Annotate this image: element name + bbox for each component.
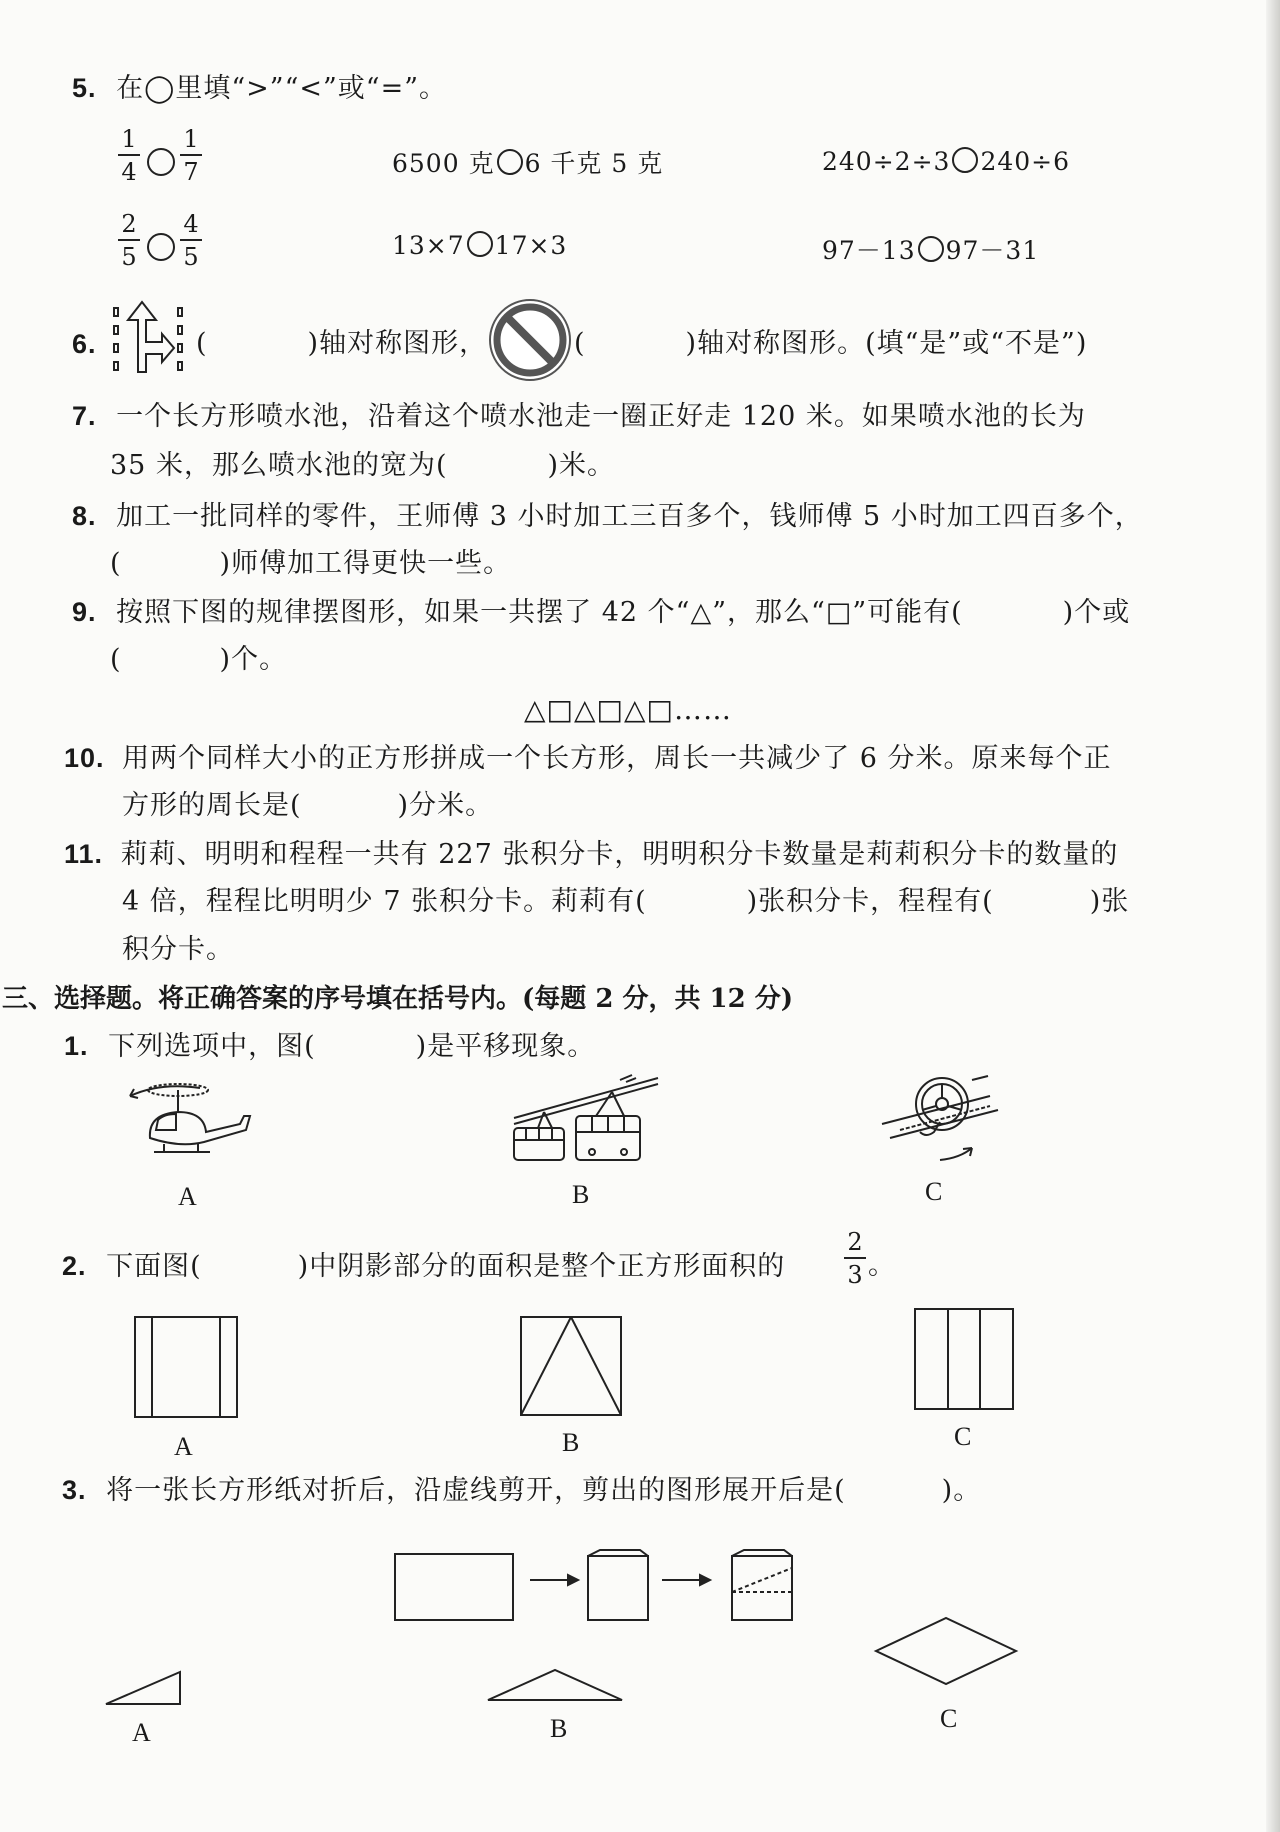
option-label: A: [174, 1432, 193, 1461]
question-text: 将一张长方形纸对折后，沿虚线剪开，剪出的图形展开后是(: [106, 1475, 846, 1506]
compare-left: 6500 克: [392, 149, 495, 178]
question-number: 8.: [72, 501, 97, 531]
question-text: )中阴影部分的面积是整个正方形面积的: [297, 1251, 786, 1282]
fraction: [118, 212, 140, 269]
triangle-option-b: [486, 1668, 624, 1702]
question-11-line2: [122, 884, 1129, 920]
compare-circle[interactable]: [497, 149, 523, 175]
question-text: )张: [1089, 886, 1130, 917]
question-text: 下面图(: [106, 1251, 202, 1282]
section-title: 三、选择题。将正确答案的序号填在括号内。(每题 2 分，共 12 分): [2, 984, 794, 1014]
compare-item: [822, 231, 1039, 267]
compare-item: [822, 147, 1070, 176]
question-number: 3.: [62, 1475, 87, 1505]
question-number: 7.: [72, 401, 97, 431]
q6-text: )轴对称图形，: [307, 328, 488, 359]
compare-right: 240÷6: [980, 147, 1071, 176]
denominator: 4: [121, 158, 137, 186]
q6-text: )轴对称图形。(填“是”或“不是”): [685, 328, 1088, 359]
question-text: 按照下图的规律摆图形，如果一共摆了 42 个“△”，那么“□”可能有(: [116, 597, 963, 628]
option-label: C: [925, 1177, 943, 1206]
period: 。: [868, 1250, 896, 1281]
compare-left: 13×7: [392, 231, 465, 260]
paper-rect: [395, 1554, 513, 1620]
question-11: [64, 836, 1118, 873]
denominator: 5: [121, 243, 137, 271]
question-7: [72, 398, 1086, 435]
rhombus-option-c: [874, 1616, 1018, 1686]
question-text: 下列选项中，图(: [108, 1031, 316, 1062]
question-text: )是平移现象。: [415, 1031, 596, 1062]
numerator: 2: [121, 210, 137, 238]
question-number: 5.: [72, 73, 97, 103]
fraction: [844, 1230, 866, 1287]
paren-open: (: [574, 328, 586, 359]
option-label: A: [178, 1182, 197, 1211]
compare-right: 6 千克 5 克: [524, 149, 664, 178]
option-label: B: [550, 1714, 568, 1743]
question-text: )个或: [1062, 597, 1131, 628]
question-text: 在◯里填“>”“<”或“=”。: [116, 73, 448, 104]
question-7-line2: [110, 448, 615, 484]
compare-left: 240÷2÷3: [822, 147, 951, 176]
option-label: B: [562, 1428, 580, 1457]
question-text: )张积分卡，程程有(: [746, 886, 994, 917]
numerator: 1: [183, 125, 199, 153]
question-text: 加工一批同样的零件，王师傅 3 小时加工三百多个，钱师傅 5 小时加工四百多个，: [116, 501, 1143, 532]
question-number: 6.: [72, 329, 97, 359]
question-text: )师傅加工得更快一些。: [219, 548, 512, 579]
compare-circle[interactable]: [145, 148, 177, 177]
numerator: 2: [847, 1228, 863, 1256]
option-label: C: [954, 1422, 972, 1451]
steering-wheel-figure: [880, 1074, 1000, 1164]
paren-open: (: [110, 644, 122, 675]
numerator: 4: [183, 210, 199, 238]
choice-question-1: [64, 1028, 595, 1065]
question-text: )分米。: [397, 790, 494, 821]
question-text: 35 米，那么喷水池的宽为(: [110, 450, 448, 481]
compare-circle[interactable]: [952, 147, 978, 173]
compare-left: 97－13: [822, 236, 916, 265]
question-text: )个。: [219, 644, 288, 675]
shape-pattern: △□△□△□……: [524, 693, 732, 726]
compare-circle[interactable]: [145, 233, 177, 262]
option-label: B: [572, 1180, 590, 1209]
q6-part-1: [196, 326, 487, 362]
numerator: 1: [121, 125, 137, 153]
arrow-sign-figure: [112, 298, 184, 378]
compare-right: 97－31: [945, 236, 1040, 265]
question-8: [72, 498, 1143, 535]
question-10-line2: [122, 788, 493, 824]
cable-car-figure: [508, 1072, 668, 1162]
triangle-option-a: [104, 1668, 182, 1706]
compare-circle[interactable]: [467, 231, 493, 257]
no-entry-sign-figure: [488, 298, 572, 382]
question-text: 方形的周长是(: [122, 790, 302, 821]
square-figure-b: [520, 1316, 622, 1416]
fraction: [118, 127, 140, 184]
q6-part-2: [574, 326, 1087, 362]
question-text: 用两个同样大小的正方形拼成一个长方形，周长一共减少了 6 分米。原来每个正: [122, 743, 1112, 774]
question-number: 1.: [64, 1031, 89, 1061]
paper-fold-diagram: [390, 1548, 810, 1622]
question-text: )。: [941, 1475, 982, 1506]
page-edge-shadow: [1266, 0, 1280, 1832]
question-number: 9.: [72, 597, 97, 627]
square-figure-c: [914, 1308, 1014, 1410]
fraction: [180, 212, 202, 269]
question-8-line2: [110, 546, 511, 582]
paren-open: (: [196, 328, 208, 359]
helicopter-figure: [120, 1080, 260, 1160]
question-text: )米。: [547, 450, 616, 481]
question-11-line3: 积分卡。: [122, 934, 234, 965]
question-5: [72, 70, 447, 107]
denominator: 5: [183, 243, 199, 271]
compare-item: [392, 231, 567, 260]
denominator: 3: [847, 1261, 863, 1289]
choice-question-3: [62, 1472, 981, 1509]
question-9-line2: [110, 642, 287, 678]
compare-circle[interactable]: [918, 236, 944, 262]
question-number: 11.: [64, 839, 104, 869]
question-number: 2.: [62, 1251, 87, 1281]
question-text: 一个长方形喷水池，沿着这个喷水池走一圈正好走 120 米。如果喷水池的长为: [116, 401, 1086, 432]
square-figure-a: [134, 1316, 238, 1418]
choice-question-2: [62, 1248, 785, 1285]
question-text: 莉莉、明明和程程一共有 227 张积分卡，明明积分卡数量是莉莉积分卡的数量的: [120, 839, 1119, 870]
question-9: [72, 594, 1130, 631]
question-10: [64, 740, 1111, 777]
paren-open: (: [110, 548, 122, 579]
fraction: [180, 127, 202, 184]
question-number: 10.: [64, 743, 105, 773]
question-text: 4 倍，程程比明明少 7 张积分卡。莉莉有(: [122, 886, 647, 917]
option-label: C: [940, 1704, 958, 1733]
denominator: 7: [183, 158, 199, 186]
compare-right: 17×3: [494, 231, 568, 260]
compare-item: [392, 144, 663, 180]
option-label: A: [132, 1718, 151, 1747]
